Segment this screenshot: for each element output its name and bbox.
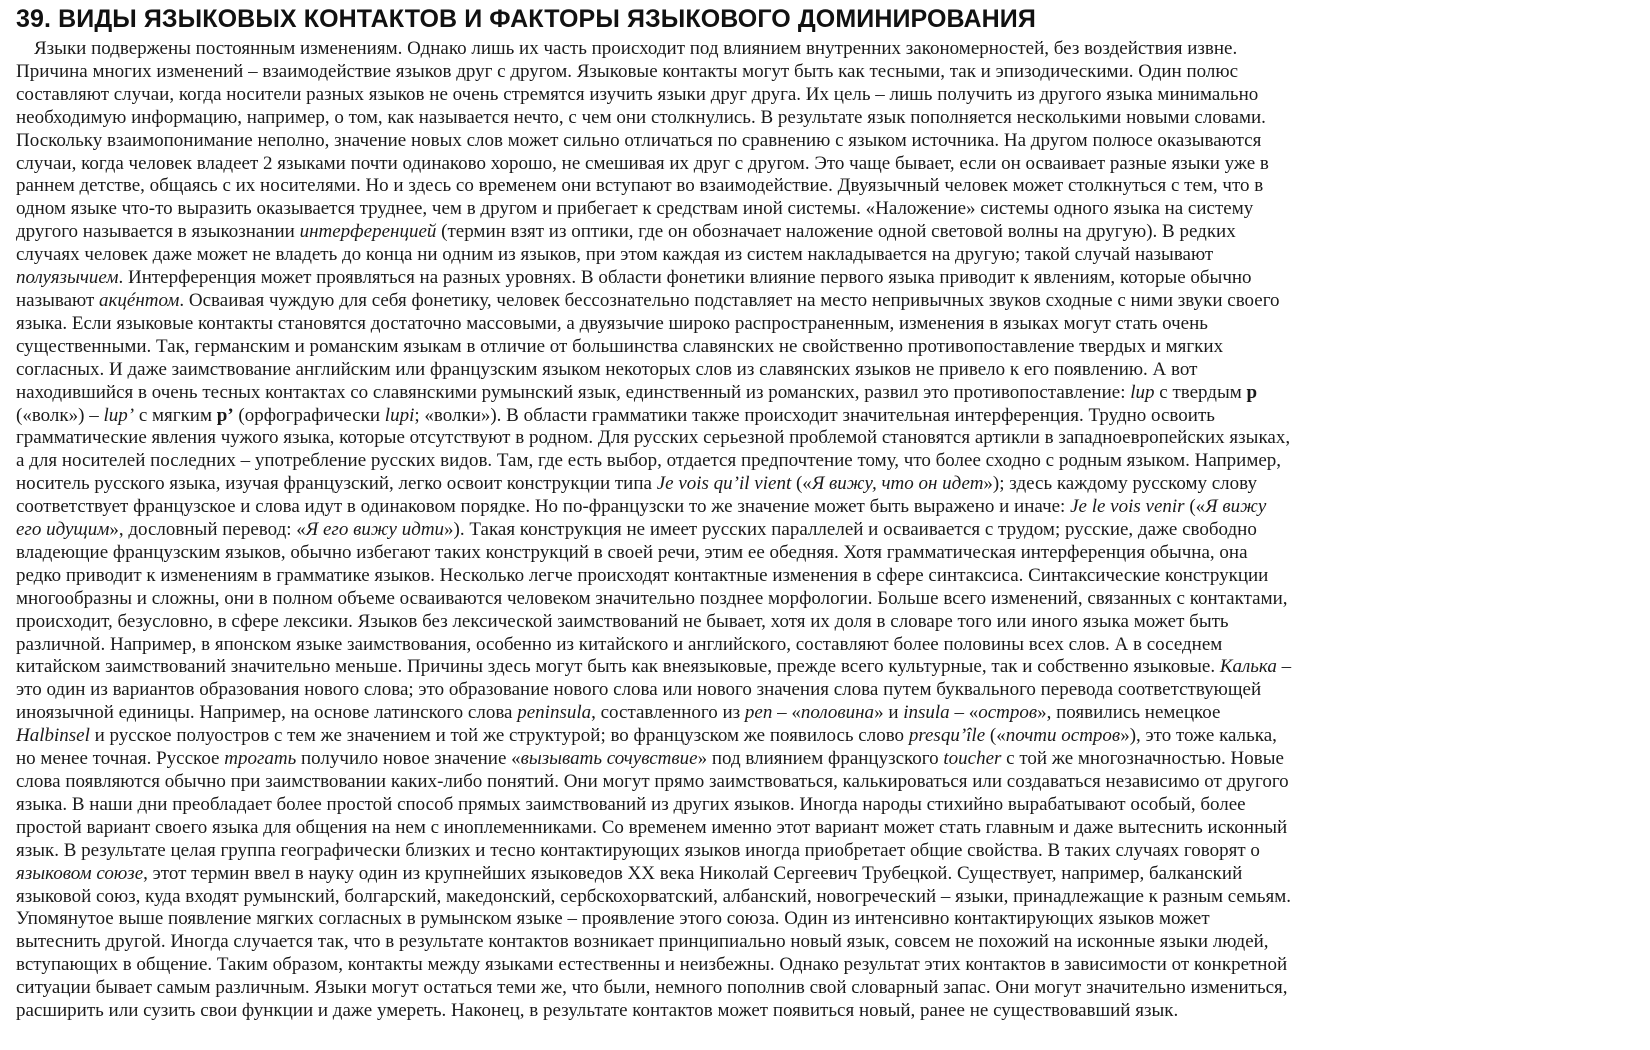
text-line [16,611,1640,634]
text-run: грамматические явления чужого языка, которые отсутствуют в родном. Для русских серьезной проблемой становятся артикли в западноевропейских языках, [16,427,1291,449]
text-run: согласных. И даже заимствование английским или французским языком некоторых слов из славянских языков не привело к его появлению. А вот [16,358,1198,380]
italic-term: Je le vois venir [1070,496,1185,518]
text-line [16,382,1640,405]
text-line [16,107,1640,130]
text-line [16,473,1640,496]
text-run: многообразны и сложны, они в полном объеме осваиваются человеком значительно позднее морфологии. Больше всего изменений, связанных с контактами, [16,587,1288,609]
text-run: »). Такая конструкция не имеет русских параллелей и осваивается с трудом; русские, даже свободно [444,519,1257,541]
text-run: вступающих в общение. Таким образом, контакты между языками естественны и неизбежны. Однако результат этих контактов в зависимости от конкретной [16,954,1288,976]
italic-term: Je vois qu’il vient [656,473,792,495]
text-run: язык. В результате целая группа географически близких и тесно контактирующих языков иногда приобретает общие свойства. В таких случаях говорят о [16,839,1260,861]
text-line [16,954,1640,977]
text-line [16,817,1640,840]
text-run: редко приводит к изменениям в грамматике языков. Несколько легче происходят контактные изменения в сфере синтаксиса. Синтаксические конструкции [16,564,1269,586]
text-line [16,542,1640,565]
text-run: случаи, когда человек владеет 2 языками почти одинаково хорошо, не смешивая их друг с другом. Это чаще бывает, если он осваивает разные языки уже в [16,152,1269,174]
text-run: необходимую информацию, например, о том, как называется нечто, с чем они столкнулись. В результате язык пополняется несколькими новыми словами. [16,106,1266,128]
bold-letter: p’ [216,404,234,426]
text-run: («волк») – [16,404,104,426]
text-run: – « [772,702,801,724]
text-run: но менее точная. Русское [16,748,225,770]
text-run: простой вариант своего языка для общения на нем с иноплеменниками. Со временем именно этот вариант может стать главным и даже вытеснить исконный [16,816,1288,838]
text-line [16,748,1640,771]
text-line [16,840,1640,863]
text-line [16,519,1640,542]
text-run: происходит, безусловно, в сфере лексики. Языков без лексической заимствований не бывает, хотя их доля в словаре того или иного языка может быть [16,610,1229,632]
text-line [16,977,1640,1000]
text-line [16,405,1640,428]
text-line [16,61,1640,84]
text-line [16,771,1640,794]
text-line [16,886,1640,909]
italic-term: акцéнтом [99,289,180,311]
italic-term: полуязычием [16,267,119,289]
text-run: (« [791,473,812,495]
text-line [16,496,1640,519]
text-run: с твердым [1154,381,1247,403]
text-line [16,359,1640,382]
text-run: китайском заимствований значительно меньше. Причины здесь могут быть как внеязыковые, прежде всего культурные, так и собственно языковые. [16,656,1220,678]
italic-term: lup’ [103,404,135,426]
text-run: (« [1184,496,1206,518]
text-run: » и [874,702,904,724]
text-run: это один из вариантов образования нового слова; это образование нового слова или нового значения слова путем буквального перевода соответствующей [16,679,1262,701]
bold-letter: p [1246,381,1258,403]
text-run: владеющие французским языков, обычно избегают таких конструкций в своей речи, этим ее обедняя. Хотя грамматическая интерференция обычна, она [16,541,1248,563]
text-line [16,656,1640,679]
text-line [16,130,1640,153]
text-run: раннем детстве, общаясь с их носителями. Но и здесь со временем они вступают во взаимодействие. Двуязычный человек может столкнуться с тем, что в [16,175,1264,197]
text-run: другого называется в языкознании [16,221,300,243]
text-line [16,725,1640,748]
text-run: находившийся в очень тесных контактах со славянскими румынский язык, единственный из романских, развил это противопоставление: [16,381,1131,403]
text-run: . Осваивая чуждую для себя фонетику, человек бессознательно подставляет на место непривычных звуков сходные с ними звуки своего [179,289,1280,311]
italic-term: Я вижу, что он идет [811,473,984,495]
text-run: Причина многих изменений – взаимодействие языков друг с другом. Языковые контакты могут быть как тесными, так и эпизодическими. Один полюс [16,60,1239,82]
italic-term: presqu’île [908,725,986,747]
text-run: »), это тоже калька, [1120,725,1277,747]
text-line [16,565,1640,588]
italic-term: его идущим [16,519,110,541]
text-line [16,84,1640,107]
italic-term: половина [800,702,875,724]
text-line [16,38,1640,61]
text-line [16,794,1640,817]
text-run: называют [16,289,100,311]
text-run: Поскольку взаимопонимание неполно, значение новых слов может сильно отличаться по сравнению с языком источника. На другом полюсе оказываются [16,129,1262,151]
text-line [16,244,1640,267]
italic-term: toucher [943,748,1002,770]
text-run: языка. В наши дни преобладает более простой способ прямых заимствований из других языков. Иногда народы стихийно вырабатывают особый, более [16,793,1246,815]
italic-term: peninsula [517,702,592,724]
text-run: ; «волки»). В области грамматики также происходит значительная интерференция. Трудно освоить [414,404,1215,426]
text-run: с мягким [134,404,217,426]
text-run: существенными. Так, германским и романским языкам в отличие от большинства славянских не свойственно противопоставление твердых и мягких [16,335,1224,357]
text-line [16,702,1640,725]
text-run: ситуации бывает самым различным. Языки могут остаться теми же, что были, немного пополнив свой словарный запас. Они могут значительно измениться, [16,977,1288,999]
text-line [16,198,1640,221]
text-line [16,1000,1640,1023]
italic-term: трогать [224,748,297,770]
text-line [16,313,1640,336]
italic-term: языковом союзе [16,862,144,884]
text-run: с той же многозначностью. Новые [1001,748,1284,770]
text-run: Упомянутое выше появление мягких согласных в румынском языке – проявление этого союза. Один из интенсивно контактирующих языков может [16,908,1210,930]
text-run: (термин взят из оптики, где он обозначает наложение одной световой волны на другую). В редких [436,221,1236,243]
italic-term: Halbinsel [16,725,90,747]
text-run: Языки подвержены постоянным изменениям. Однако лишь их часть происходит под влиянием внутренних закономерностей, без воздействия извне. [34,38,1238,59]
text-line [16,863,1640,886]
text-run: », дословный перевод: « [109,519,306,541]
text-run: расширить или сузить свои функции и даже умереть. Наконец, в результате контактов может появиться новый, ранее не существовавший язык. [16,1000,1179,1022]
text-line [16,634,1640,657]
text-run: », появились немецкое [1037,702,1221,724]
text-line [16,175,1640,198]
text-run: языковой союз, куда входят румынский, болгарский, македонский, сербскохорватский, албанский, новогреческий – языки, принадлежащие к разным семьям. [16,885,1292,907]
text-run: , этот термин ввел в науку один из крупнейших языковедов XX века Николай Сергеевич Трубецкой. Существует, например, балканский [143,862,1243,884]
text-run: (орфографически [233,404,385,426]
italic-term: почти остров [1005,725,1121,747]
text-run: случаях человек даже может не владеть до конца ни одним из языков, при этом каждая из систем накладывается на другую; такой случай называют [16,244,1214,266]
text-run: языка. Если языковые контакты становятся достаточно массовыми, а двуязычие широко распространенным, изменения в языках могут стать очень [16,312,1208,334]
text-run: получило новое значение « [296,748,521,770]
text-run: одном языке что-то выразить оказывается труднее, чем в другом и прибегает к средствам иной системы. «Наложение» системы одного языка на систему [16,198,1254,220]
italic-term: lupi [384,404,415,426]
text-run: а для носителей последних – употребление русских видов. Там, где есть выбор, отдается предпочтение тому, что более сходно с родным языком. Например, [16,450,1282,472]
text-line [16,931,1640,954]
italic-term: остров [978,702,1038,724]
italic-term: lup [1130,381,1155,403]
text-line [16,450,1640,473]
text-line [16,267,1640,290]
italic-term: insula [903,702,950,724]
text-line [16,153,1640,176]
text-line [16,336,1640,359]
text-run: » под влиянием французского [697,748,944,770]
text-run: , составленного из [591,702,745,724]
italic-term: Я вижу [1205,496,1267,518]
text-line [16,221,1640,244]
text-run: вытеснить другой. Иногда случается так, что в результате контактов возникает принципиально новый язык, совсем не похожий на исконные языки людей, [16,931,1269,953]
text-run: – [1276,656,1292,678]
text-line [16,679,1640,702]
text-run: (« [985,725,1006,747]
italic-term: вызывать сочувствие [520,748,698,770]
body-paragraph [16,38,1640,1023]
text-run: »); здесь каждому русскому слову [983,473,1257,495]
italic-term: Я его вижу идти [305,519,445,541]
text-line [16,290,1640,313]
italic-term: pen [744,702,773,724]
text-run: носитель русского языка, изучая французский, легко освоит конструкции типа [16,473,657,495]
text-line [16,588,1640,611]
page-title: 39. ВИДЫ ЯЗЫКОВЫХ КОНТАКТОВ И ФАКТОРЫ ЯЗЫКОВОГО ДОМИНИРОВАНИЯ [16,5,1036,33]
text-run: составляют случаи, когда носители разных языков не очень стремятся изучить языки друг друга. Их цель – лишь получить из другого языка минимально [16,83,1259,105]
italic-term: Калька [1219,656,1277,678]
text-line [16,908,1640,931]
text-run: слова появляются обычно при заимствовании каких-либо понятий. Они могут прямо заимствоваться, калькироваться или создаваться независимо от другого [16,771,1289,792]
text-run: соответствует французское и слова идут в одинаковом порядке. Но по-французски то же значение может быть выражено и иначе: [16,496,1071,518]
italic-term: интерференцией [299,221,437,243]
text-run: различной. Например, в японском языке заимствования, особенно из китайского и английского, составляют более половины всех слов. А в соседнем [16,633,1223,655]
text-run: – « [949,702,979,724]
text-run: . Интерференция может проявляться на разных уровнях. В области фонетики влияние первого языка приводит к явлениям, которые обычно [118,267,1252,289]
text-run: и русское полуостров с тем же значением и той же структурой; во французском же появилось слово [89,725,909,747]
text-run: иноязычной единицы. Например, на основе латинского слова [16,702,518,724]
text-line [16,427,1640,450]
